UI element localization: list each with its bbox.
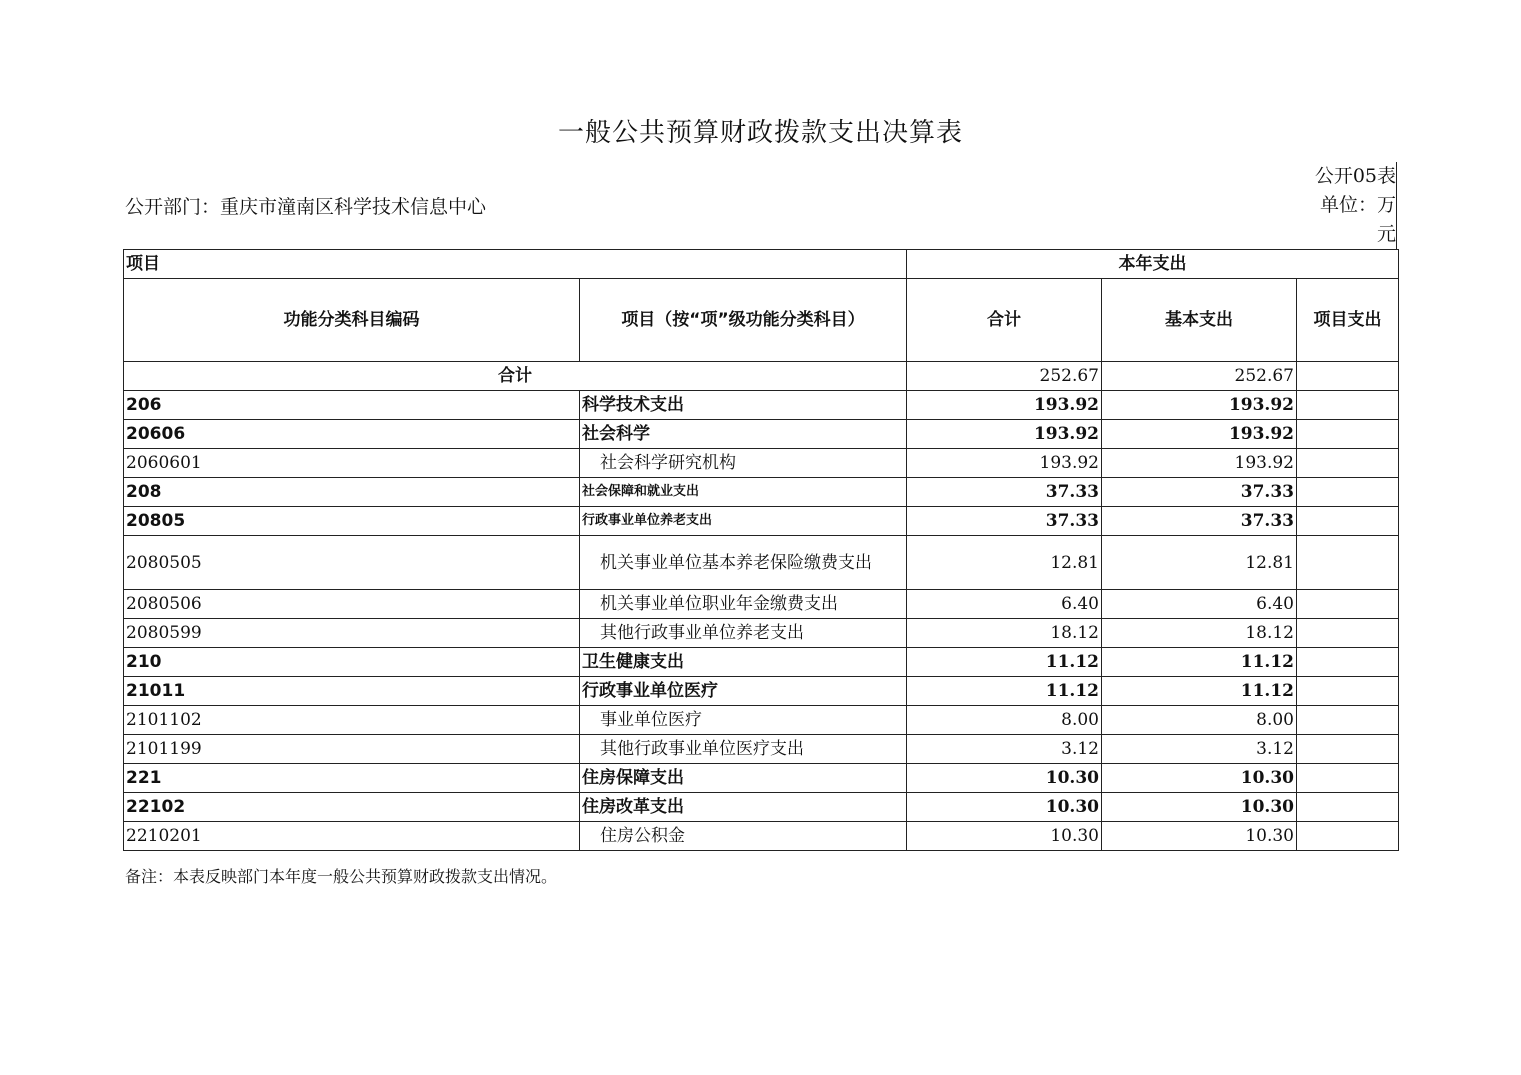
table-row <box>124 536 1399 590</box>
row-basic: 37.33 <box>1102 478 1297 507</box>
header-total: 合计 <box>907 279 1102 362</box>
row-name: 其他行政事业单位养老支出 <box>580 619 907 648</box>
row-code: 221 <box>124 764 580 793</box>
row-total: 37.33 <box>907 507 1102 536</box>
header-basic: 基本支出 <box>1102 279 1297 362</box>
total-project <box>1297 362 1399 391</box>
expenditure-table <box>123 249 1399 851</box>
row-total: 11.12 <box>907 648 1102 677</box>
row-project <box>1297 536 1399 590</box>
row-project <box>1297 793 1399 822</box>
row-total: 193.92 <box>907 449 1102 478</box>
row-code: 20606 <box>124 420 580 449</box>
row-name: 住房保障支出 <box>580 764 907 793</box>
row-project <box>1297 391 1399 420</box>
row-project <box>1297 478 1399 507</box>
row-name: 社会科学研究机构 <box>580 449 907 478</box>
row-code: 22102 <box>124 793 580 822</box>
row-project <box>1297 706 1399 735</box>
row-total: 37.33 <box>907 478 1102 507</box>
table-row <box>124 391 1399 420</box>
row-basic: 11.12 <box>1102 648 1297 677</box>
table-row <box>124 677 1399 706</box>
row-project <box>1297 735 1399 764</box>
total-label: 合计 <box>124 362 907 391</box>
department-label: 公开部门：重庆市潼南区科学技术信息中心 <box>125 196 487 218</box>
header-project-expense: 项目支出 <box>1297 279 1399 362</box>
table-row <box>124 764 1399 793</box>
header-item: 项目（按“项”级功能分类科目） <box>580 279 907 362</box>
row-basic: 10.30 <box>1102 822 1297 851</box>
table-row <box>124 590 1399 619</box>
table-row <box>124 507 1399 536</box>
row-total: 8.00 <box>907 706 1102 735</box>
row-basic: 3.12 <box>1102 735 1297 764</box>
row-project <box>1297 449 1399 478</box>
row-total: 11.12 <box>907 677 1102 706</box>
row-code: 2080599 <box>124 619 580 648</box>
row-name: 社会保障和就业支出 <box>580 478 907 507</box>
row-total: 10.30 <box>907 764 1102 793</box>
header-current-year: 本年支出 <box>907 250 1399 279</box>
row-code: 210 <box>124 648 580 677</box>
row-name: 住房公积金 <box>580 822 907 851</box>
header-project: 项目 <box>124 250 907 279</box>
row-name: 社会科学 <box>580 420 907 449</box>
row-total: 193.92 <box>907 391 1102 420</box>
row-basic: 8.00 <box>1102 706 1297 735</box>
unit-label: 单位：万元 <box>1319 194 1396 245</box>
total-row <box>124 362 1399 391</box>
row-project <box>1297 507 1399 536</box>
row-basic: 193.92 <box>1102 420 1297 449</box>
row-name: 卫生健康支出 <box>580 648 907 677</box>
header-code: 功能分类科目编码 <box>124 279 580 362</box>
table-row <box>124 822 1399 851</box>
form-id: 公开05表 <box>1314 165 1396 187</box>
table-row <box>124 706 1399 735</box>
row-code: 2080505 <box>124 536 580 590</box>
row-basic: 6.40 <box>1102 590 1297 619</box>
row-basic: 193.92 <box>1102 391 1297 420</box>
row-name: 行政事业单位养老支出 <box>580 507 907 536</box>
row-project <box>1297 590 1399 619</box>
row-basic: 37.33 <box>1102 507 1297 536</box>
row-project <box>1297 822 1399 851</box>
table-row <box>124 648 1399 677</box>
table-row <box>124 619 1399 648</box>
row-project <box>1297 420 1399 449</box>
row-code: 206 <box>124 391 580 420</box>
row-basic: 10.30 <box>1102 764 1297 793</box>
row-name: 住房改革支出 <box>580 793 907 822</box>
row-name: 事业单位医疗 <box>580 706 907 735</box>
row-name: 其他行政事业单位医疗支出 <box>580 735 907 764</box>
row-name: 机关事业单位基本养老保险缴费支出 <box>580 536 907 590</box>
row-basic: 18.12 <box>1102 619 1297 648</box>
row-total: 3.12 <box>907 735 1102 764</box>
row-total: 6.40 <box>907 590 1102 619</box>
row-project <box>1297 648 1399 677</box>
row-code: 2101102 <box>124 706 580 735</box>
table-row <box>124 735 1399 764</box>
row-code: 2101199 <box>124 735 580 764</box>
table-row <box>124 449 1399 478</box>
row-total: 10.30 <box>907 793 1102 822</box>
form-unit-block <box>1290 162 1397 249</box>
row-total: 18.12 <box>907 619 1102 648</box>
row-project <box>1297 764 1399 793</box>
total-sum: 252.67 <box>907 362 1102 391</box>
footnote: 备注：本表反映部门本年度一般公共预算财政拨款支出情况。 <box>125 867 558 886</box>
row-name: 行政事业单位医疗 <box>580 677 907 706</box>
page-title: 一般公共预算财政拨款支出决算表 <box>557 118 963 148</box>
row-code: 2060601 <box>124 449 580 478</box>
table-row <box>124 478 1399 507</box>
row-basic: 10.30 <box>1102 793 1297 822</box>
row-name: 科学技术支出 <box>580 391 907 420</box>
row-code: 208 <box>124 478 580 507</box>
row-basic: 12.81 <box>1102 536 1297 590</box>
table-row <box>124 793 1399 822</box>
row-code: 2080506 <box>124 590 580 619</box>
row-total: 193.92 <box>907 420 1102 449</box>
row-total: 12.81 <box>907 536 1102 590</box>
row-name: 机关事业单位职业年金缴费支出 <box>580 590 907 619</box>
row-basic: 193.92 <box>1102 449 1297 478</box>
total-basic: 252.67 <box>1102 362 1297 391</box>
row-code: 20805 <box>124 507 580 536</box>
row-code: 2210201 <box>124 822 580 851</box>
row-project <box>1297 619 1399 648</box>
row-basic: 11.12 <box>1102 677 1297 706</box>
row-code: 21011 <box>124 677 580 706</box>
row-project <box>1297 677 1399 706</box>
row-total: 10.30 <box>907 822 1102 851</box>
table-row <box>124 420 1399 449</box>
